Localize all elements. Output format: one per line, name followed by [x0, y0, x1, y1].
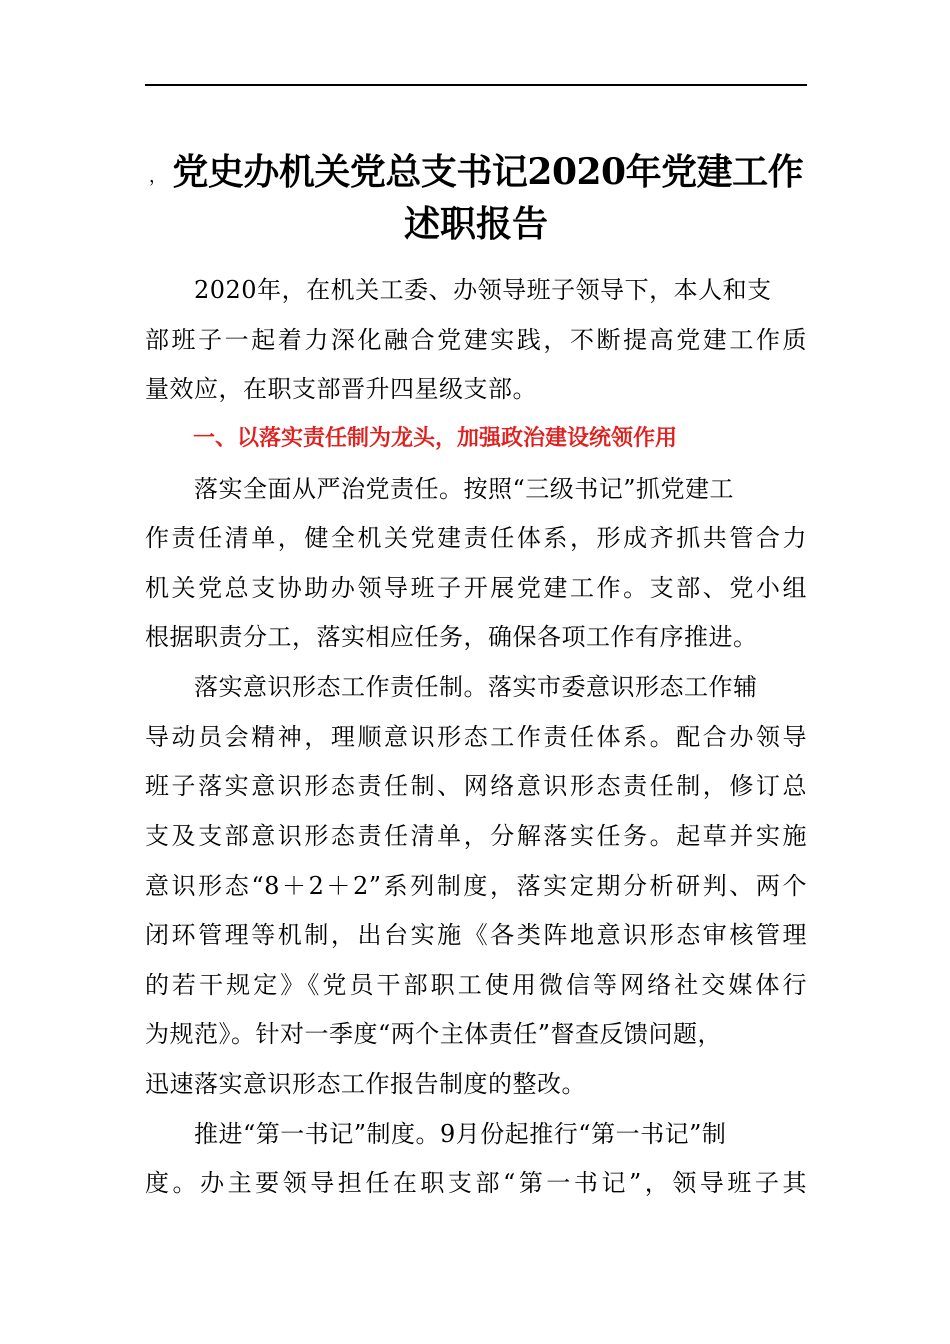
- section-heading-1: 一、以落实责任制为龙头，加强政治建设统领作用: [193, 426, 678, 451]
- paragraph-ideology-line-4: 支及支部意识形态责任清单，分解落实任务。起草并实施: [145, 822, 807, 850]
- paragraph-intro-line-3: 量效应，在职支部晋升四星级支部。: [145, 375, 537, 403]
- paragraph-intro-line-1: 2020年，在机关工委、办领导班子领导下，本人和支: [145, 276, 772, 304]
- header-rule: [145, 84, 807, 86]
- paragraph-responsibility-line-3: 机关党总支协助办领导班子开展党建工作。支部、党小组: [145, 574, 807, 602]
- title-mark: ，: [148, 166, 167, 187]
- paragraph-first-secretary-line-2: 度。办主要领导担任在职支部“第一书记”，领导班子其: [145, 1169, 807, 1197]
- document-title-line-1: [145, 144, 807, 195]
- paragraph-first-secretary-line-1: 推进“第一书记”制度。9月份起推行“第一书记”制: [145, 1120, 727, 1148]
- paragraph-ideology-line-5: 意识形态“8＋2＋2”系列制度，落实定期分析研判、两个: [145, 872, 807, 900]
- paragraph-ideology-line-1: 落实意识形态工作责任制。落实市委意识形态工作辅: [145, 673, 758, 701]
- paragraph-responsibility-line-1: 落实全面从严治党责任。按照“三级书记”抓党建工: [145, 475, 735, 503]
- document-title-line-2: 述职报告: [403, 203, 548, 245]
- paragraph-ideology-line-8: 为规范》。针对一季度“两个主体责任”督查反馈问题，: [145, 1020, 723, 1048]
- paragraph-ideology-line-6: 闭环管理等机制，出台实施《各类阵地意识形态审核管理: [145, 921, 807, 949]
- paragraph-ideology-line-3: 班子落实意识形态责任制、网络意识形态责任制，修订总: [145, 772, 807, 800]
- paragraph-ideology-line-9: 迅速落实意识形态工作报告制度的整改。: [145, 1070, 586, 1098]
- title-text-1: 党史办机关党总支书记2020年党建工作: [172, 151, 804, 193]
- paragraph-ideology-line-7: 的若干规定》《党员干部职工使用微信等网络社交媒体行: [145, 971, 807, 999]
- paragraph-responsibility-line-2: 作责任清单，健全机关党建责任体系，形成齐抓共管合力: [145, 524, 807, 552]
- paragraph-responsibility-line-4: 根据职责分工，落实相应任务，确保各项工作有序推进。: [145, 623, 758, 651]
- paragraph-intro-line-2: 部班子一起着力深化融合党建实践，不断提高党建工作质: [145, 326, 807, 354]
- paragraph-ideology-line-2: 导动员会精神，理顺意识形态工作责任体系。配合办领导: [145, 723, 807, 751]
